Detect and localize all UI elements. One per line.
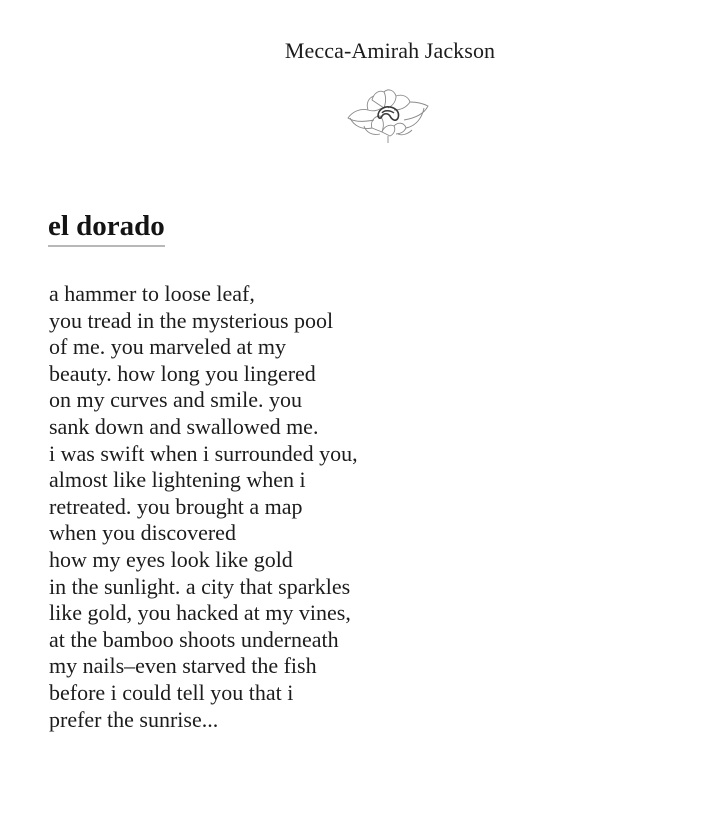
- poem-title: el dorado: [48, 208, 165, 247]
- poem-line: when you discovered: [49, 520, 236, 546]
- poem-line: a hammer to loose leaf,: [49, 281, 255, 306]
- poem-line: at the bamboo shoots underneath: [49, 626, 339, 652]
- poem-line: i was swift when i surrounded you,: [49, 440, 358, 466]
- poem-line: sank down and swallowed me.: [49, 413, 319, 439]
- poem-line: of me. you marveled at my: [49, 334, 287, 360]
- poem-line: beauty. how long you lingered: [49, 360, 316, 386]
- poem-line: on my curves and smile. you: [49, 387, 302, 413]
- poem-line: prefer the sunrise...: [49, 706, 219, 732]
- poem-line: you tread in the mysterious pool: [49, 307, 334, 333]
- poem-line: in the sunlight. a city that sparkles: [49, 573, 351, 599]
- poem-line: my nails–even starved the fish: [49, 653, 317, 679]
- poem-body: [49, 281, 358, 733]
- poem-line: how my eyes look like gold: [49, 546, 293, 572]
- poem-line: almost like lightening when i: [49, 467, 306, 493]
- author-name: Mecca-Amirah Jackson: [284, 38, 496, 63]
- poem-line: before i could tell you that i: [49, 679, 294, 705]
- poem-line: like gold, you hacked at my vines,: [49, 600, 351, 626]
- poem-line: retreated. you brought a map: [49, 493, 303, 519]
- lotus-flower-icon: [344, 86, 430, 144]
